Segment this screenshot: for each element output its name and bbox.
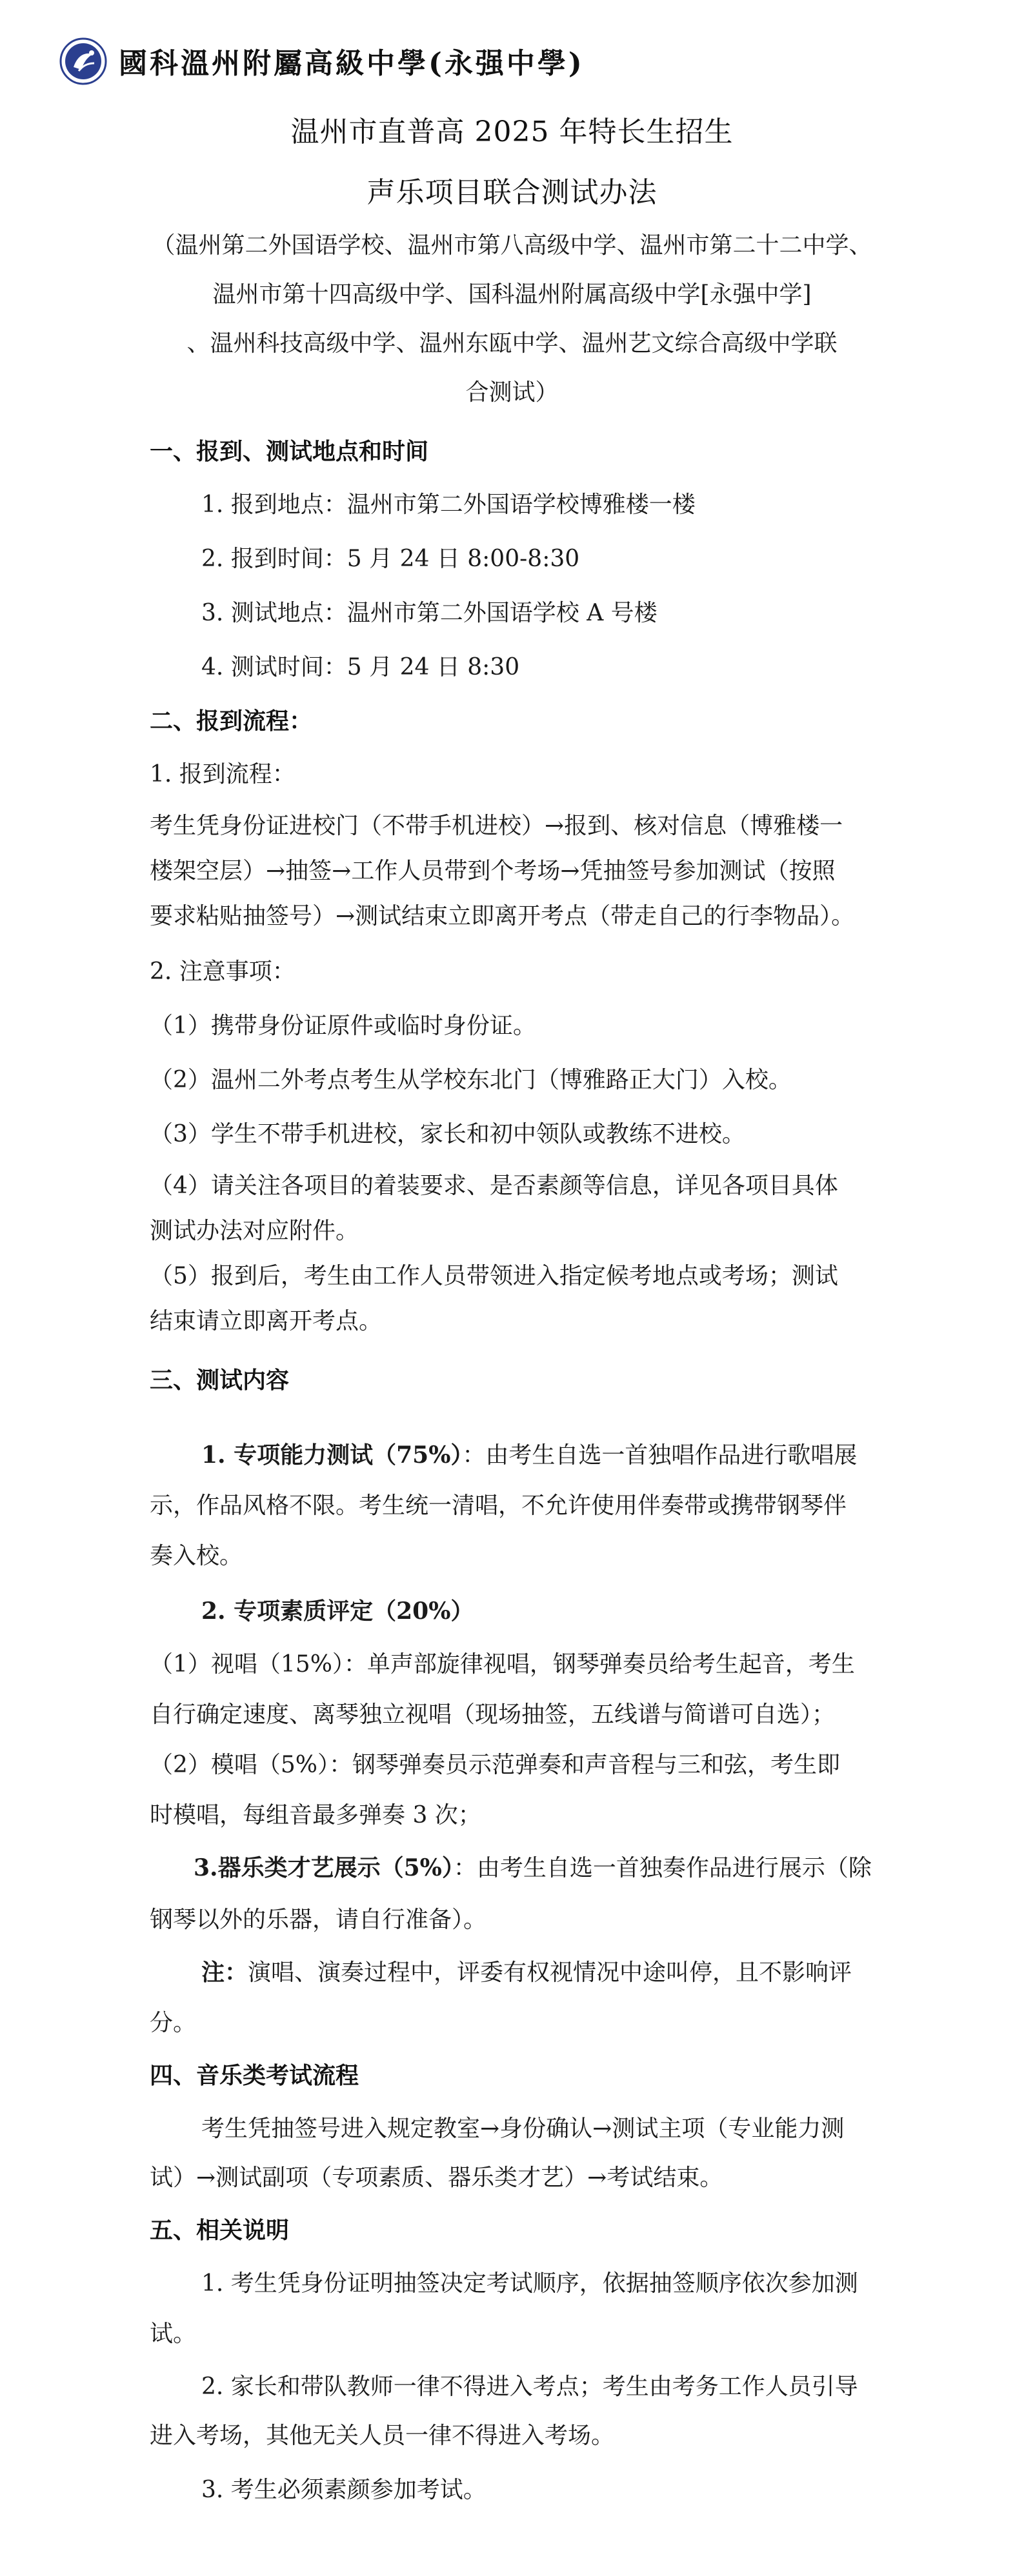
subtitle-line: （温州第二外国语学校、温州市第八高级中学、温州市第二十二中学、 (152, 232, 872, 259)
flow-line: 考生凭身份证进校门（不带手机进校）→报到、核对信息（博雅楼一 (150, 813, 843, 839)
item1-title: 1. 专项能力测试（75%） (201, 1442, 463, 1469)
document-title-line2: 声乐项目联合测试办法 (366, 176, 658, 209)
note-text: 演唱、演奏过程中，评委有权视情况中途叫停，且不影响评 (248, 1959, 852, 1986)
note-line: 分。 (150, 2010, 197, 2036)
section-heading: 三、测试内容 (150, 1367, 290, 1394)
explanation-line: 2. 家长和带队教师一律不得进入考点；考生由考务工作人员引导 (201, 2373, 858, 2400)
subtitle-line: 合测试） (465, 379, 559, 406)
note-line: （5）报到后，考生由工作人员带领进入指定候考地点或考场；测试 (150, 1263, 838, 1289)
subtitle-line: 、温州科技高级中学、温州东瓯中学、温州艺文综合高级中学联 (186, 330, 838, 357)
explanation-line: 3. 考生必须素颜参加考试。 (201, 2477, 487, 2503)
document-title-line1: 温州市直普高 2025 年特长生招生 (290, 115, 734, 148)
item1-text: ：由考生自选一首独唱作品进行歌唱展 (462, 1442, 858, 1469)
note-line: 结束请立即离开考点。 (150, 1308, 383, 1334)
explanation-line: 试。 (150, 2321, 197, 2347)
item3-title: 3.器乐类才艺展示（5%） (194, 1854, 454, 1881)
school-name: 國科溫州附屬高級中學(永强中學) (119, 47, 585, 80)
notes-label: 2. 注意事项： (150, 958, 296, 985)
item3-line (194, 1850, 872, 1883)
note-line (201, 1954, 852, 1987)
section-heading: 二、报到流程： (150, 708, 313, 735)
list-item: 2. 报到时间：5 月 24 日 8:00-8:30 (201, 546, 580, 572)
item1-line (201, 1437, 857, 1470)
item2-line: 时模唱，每组音最多弹奏 3 次； (150, 1802, 481, 1828)
section-heading: 一、报到、测试地点和时间 (150, 438, 429, 465)
note-line: （4）请关注各项目的着装要求、是否素颜等信息，详见各项目具体 (150, 1173, 838, 1199)
item2-line: 自行确定速度、离琴独立视唱（现场抽签，五线谱与简谱可自选）； (150, 1701, 836, 1728)
list-item: 4. 测试时间：5 月 24 日 8:30 (201, 654, 520, 680)
explanation-line: 进入考场，其他无关人员一律不得进入考场。 (150, 2422, 615, 2449)
note-line: 测试办法对应附件。 (150, 1218, 359, 1244)
explanation-line: 1. 考生凭身份证明抽签决定考试顺序，依据抽签顺序依次参加测 (201, 2270, 858, 2297)
item2-title: 2. 专项素质评定（20%） (201, 1598, 474, 1625)
item1-line: 奏入校。 (150, 1543, 243, 1569)
list-item: 1. 报到地点：温州市第二外国语学校博雅楼一楼 (201, 491, 696, 518)
note-line: （3）学生不带手机进校，家长和初中领队或教练不进校。 (150, 1121, 745, 1147)
flow-line: 楼架空层）→抽签→工作人员带到个考场→凭抽签号参加测试（按照 (150, 858, 836, 884)
section-heading: 五、相关说明 (150, 2217, 290, 2244)
flow-label: 1. 报到流程： (150, 761, 296, 788)
note-label: 注： (201, 1959, 248, 1986)
item2-line: （1）视唱（15%）：单声部旋律视唱，钢琴弹奏员给考生起音，考生 (150, 1651, 855, 1678)
note-line: （1）携带身份证原件或临时身份证。 (150, 1013, 536, 1039)
flow-line: 试）→测试副项（专项素质、器乐类才艺）→考试结束。 (150, 2165, 723, 2191)
item1-line: 示，作品风格不限。考生统一清唱，不允许使用伴奏带或携带钢琴伴 (150, 1492, 847, 1519)
flow-line: 要求粘贴抽签号）→测试结束立即离开考点（带走自己的行李物品）。 (150, 903, 855, 929)
list-item: 3. 测试地点：温州市第二外国语学校 A 号楼 (201, 600, 658, 626)
item3-text: ：由考生自选一首独奏作品进行展示（除 (453, 1855, 872, 1881)
subtitle-line: 温州市第十四高级中学、国科温州附属高级中学[永强中学] (212, 281, 812, 308)
flow-line: 考生凭抽签号进入规定教室→身份确认→测试主项（专业能力测 (201, 2115, 845, 2142)
section-heading: 四、音乐类考试流程 (150, 2062, 359, 2089)
item3-line: 钢琴以外的乐器，请自行准备）。 (150, 1907, 487, 1933)
note-line: （2）温州二外考点考生从学校东北门（博雅路正大门）入校。 (150, 1067, 792, 1093)
item2-line: （2）模唱（5%）：钢琴弹奏员示范弹奏和声音程与三和弦，考生即 (150, 1752, 841, 1778)
school-emblem-icon (59, 37, 107, 85)
